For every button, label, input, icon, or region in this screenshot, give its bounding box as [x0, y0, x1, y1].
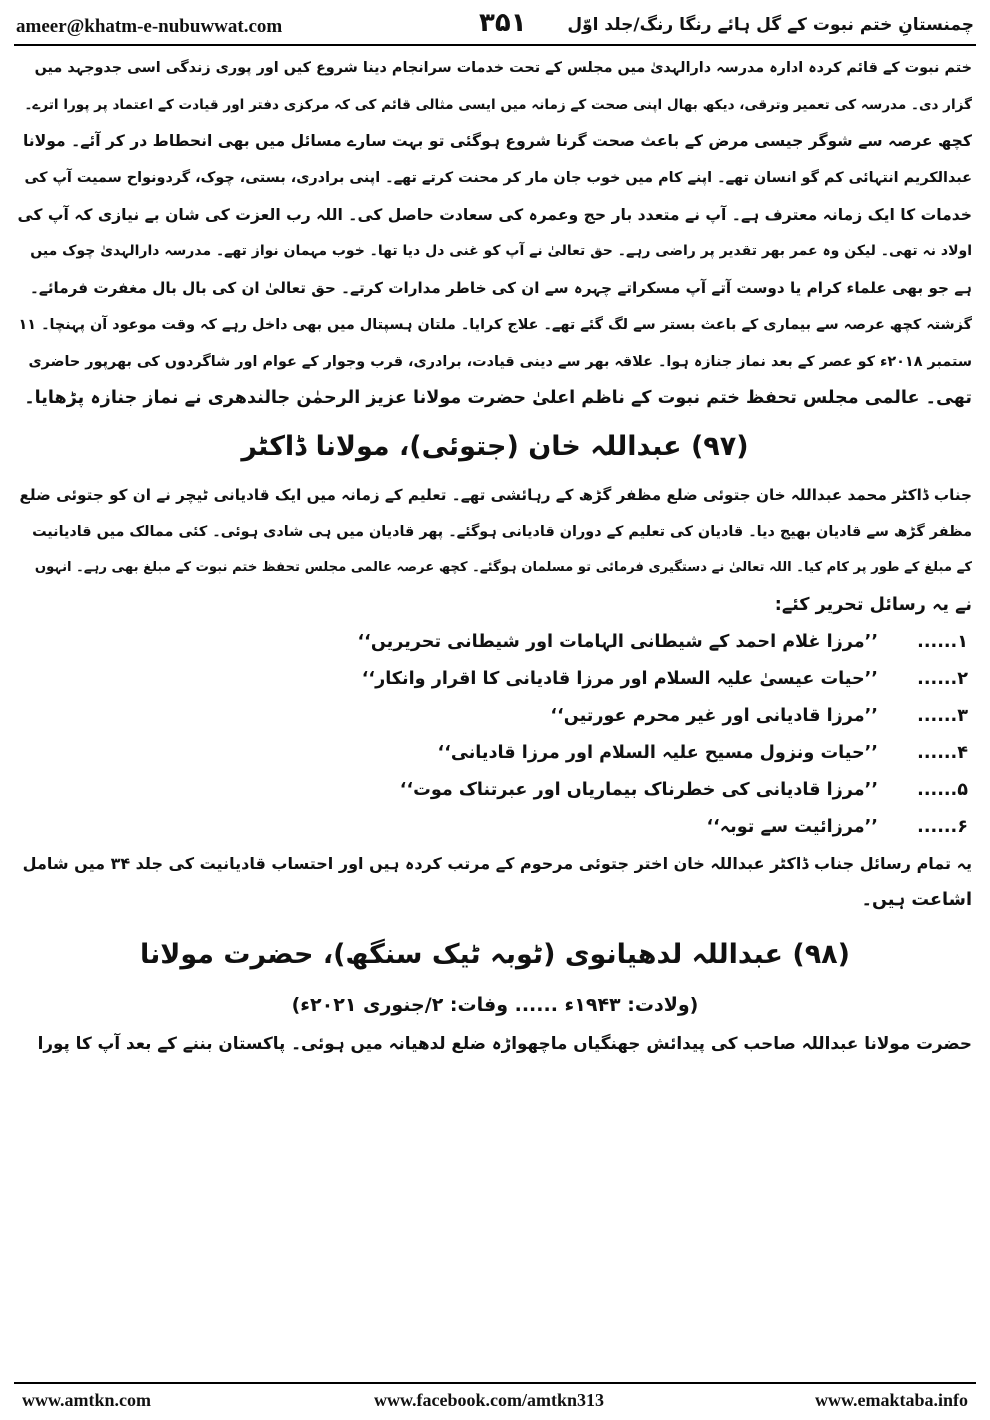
list-item	[18, 772, 972, 809]
list-title: ’’حیات عیسیٰ علیہ السلام اور مرزا قادیانی کا اقرار وانکار‘‘	[361, 669, 878, 690]
list-number: ۵......	[917, 780, 968, 801]
list-item	[18, 735, 972, 772]
text-line: گزار دی۔ مدرسہ کی تعمیر وترقی، دیکھ بھال اپنی صحت کے زمانہ میں ایسی مثالی قائم کی کہ مرکزی دفتر اور قیادت کے اعتماد پر پورا اترے۔	[24, 96, 972, 113]
text-line: عبدالکریم انتہائی کم گو انسان تھے۔ اپنے کام میں خوب جان مار کر محنت کرتے تھے۔ اپنی برادری، بستی، چوک، گردونواح سمیت آپ کی	[24, 170, 972, 187]
text-line: گزشتہ کچھ عرصہ سے بیماری کے باعث بستر سے لگ گئے تھے۔ علاج کرایا۔ ملتان ہسپتال میں بھی داخل رہے کہ وقت موعود آن پہنچا۔ ۱۱	[18, 316, 972, 333]
list-title: ’’مرزا قادیانی اور غیر محرم عورتیں‘‘	[550, 706, 878, 727]
text-line: کچھ عرصہ سے شوگر جیسی مرض کے باعث صحت گرنا شروع ہوگئی تو بہت سارے مسائل میں بھی انحطاط در کر آئے۔ مولانا	[22, 132, 972, 151]
page-footer	[14, 1388, 976, 1414]
list-title: ’’حیات ونزول مسیح علیہ السلام اور مرزا قادیانی‘‘	[437, 743, 878, 764]
page-body	[18, 50, 972, 1062]
footer-link-amtkn[interactable]: www.amtkn.com	[22, 1390, 151, 1410]
text-line: یہ تمام رسائل جناب ڈاکٹر عبداللہ خان اختر جتوئی مرحوم کے مرتب کردہ ہیں اور احتساب قادیانیت کی جلد ۳۴ میں شامل	[22, 853, 972, 873]
paragraph-2	[18, 477, 972, 624]
list-item	[18, 698, 972, 735]
text-line: ستمبر ۲۰۱۸ء کو عصر کے بعد نماز جنازہ ہوا۔ علاقہ بھر سے دینی قیادت، برادری، قرب وجوار کے عوام اور شاگردوں کی بھرپور حاضری	[28, 353, 972, 370]
list-item	[18, 809, 972, 846]
book-list	[18, 624, 972, 846]
text-line: مظفر گڑھ سے قادیان بھیج دیا۔ قادیان کی تعلیم کے دوران قادیانی ہوگئے۔ پھر قادیان میں ہی شادی ہوئی۔ کئی ممالک میں قادیانیت	[32, 523, 972, 540]
footer-rule	[14, 1382, 976, 1384]
list-number: ۱......	[917, 632, 968, 653]
text-line: خدمات کا ایک زمانہ معترف ہے۔ آپ نے متعدد بار حج وعمرہ کی سعادت حاصل کی۔ اللہ رب العزت کی شان بے نیازی کہ آپ کی	[18, 205, 972, 224]
text-line: اولاد نہ تھی۔ لیکن وہ عمر بھر تقدیر پر راضی رہے۔ حق تعالیٰ نے آپ کو غنی دل دیا تھا۔ خوب مہمان نواز تھے۔ مدرسہ دارالہدیٰ چوک میں	[30, 243, 972, 260]
text-line: تھی۔ عالمی مجلس تحفظ ختم نبوت کے ناظم اعلیٰ حضرت مولانا عزیز الرحمٰن جالندھری نے نماز جنازہ پڑھایا۔	[24, 388, 972, 409]
list-number: ۲......	[917, 669, 968, 690]
list-title: ’’مرزا قادیانی کی خطرناک بیماریاں اور عبرتناک موت‘‘	[399, 780, 878, 801]
header-rule	[14, 44, 976, 46]
text-line: نے یہ رسائل تحریر کئے:	[774, 594, 972, 615]
list-number: ۴......	[917, 743, 968, 764]
header-email: ameer@khatm-e-nubuwwat.com	[16, 16, 283, 37]
list-item	[18, 624, 972, 661]
footer-link-emaktaba[interactable]: www.emaktaba.info	[814, 1390, 968, 1410]
text-line: ہے جو بھی علماء کرام یا دوست آتے آپ مسکراتے چہرہ سے ان کی خاطر مدارات کرتے۔ حق تعالیٰ ان کی بال بال مغفرت فرمائے۔	[30, 279, 972, 298]
paragraph-3	[18, 846, 972, 919]
text-line: ختم نبوت کے قائم کردہ ادارہ مدرسہ دارالہدیٰ میں مجلس کے تحت خدمات سرانجام دینا شروع کیں اور پوری زندگی اسی جدوجہد میں	[34, 60, 972, 76]
page-number: ۳۵۱	[479, 8, 527, 38]
page-header	[14, 6, 976, 46]
text-line: اشاعت ہیں۔	[861, 890, 972, 911]
paragraph-4	[18, 1025, 972, 1062]
text-line: جناب ڈاکٹر محمد عبداللہ خان جتوئی ضلع مظفر گڑھ کے رہائشی تھے۔ تعلیم کے زمانہ میں ایک قادیانی ٹیچر نے ان کو جتوئی ضلع	[19, 485, 972, 504]
list-number: ۳......	[917, 706, 968, 727]
book-title: چمنستانِ ختم نبوت کے گل ہائے رنگا رنگ/جلد اوّل	[567, 15, 974, 35]
list-title: ’’مرزائیت سے توبہ‘‘	[706, 817, 878, 838]
section-heading-98: (۹۸) عبداللہ لدھیانوی (ٹوبہ ٹیک سنگھ)، حضرت مولانا	[140, 939, 850, 970]
paragraph-1	[18, 50, 972, 417]
list-title: ’’مرزا غلام احمد کے شیطانی الہامات اور شیطانی تحریریں‘‘	[357, 632, 878, 653]
list-number: ۶......	[917, 817, 968, 838]
footer-link-facebook[interactable]: www.facebook.com/amtkn313	[374, 1390, 604, 1410]
section-heading-97: (۹۷) عبداللہ خان (جتوئی)، مولانا ڈاکٹر	[241, 430, 749, 462]
list-item	[18, 661, 972, 698]
text-line: حضرت مولانا عبداللہ صاحب کی پیدائش جھنگیاں ماچھواڑہ ضلع لدھیانہ میں ہوئی۔ پاکستان بننے کے بعد آپ کا پورا	[37, 1033, 972, 1053]
section-dates-98: (ولادت: ۱۹۴۳ء ...... وفات: ۲/جنوری ۲۰۲۱ء)	[291, 994, 699, 1016]
text-line: کے مبلغ کے طور پر کام کیا۔ اللہ تعالیٰ نے دستگیری فرمائی تو مسلمان ہوگئے۔ کچھ عرصہ عالمی مجلس تحفظ ختم نبوت کے مبلغ بھی رہے۔ انہوں	[34, 560, 972, 576]
